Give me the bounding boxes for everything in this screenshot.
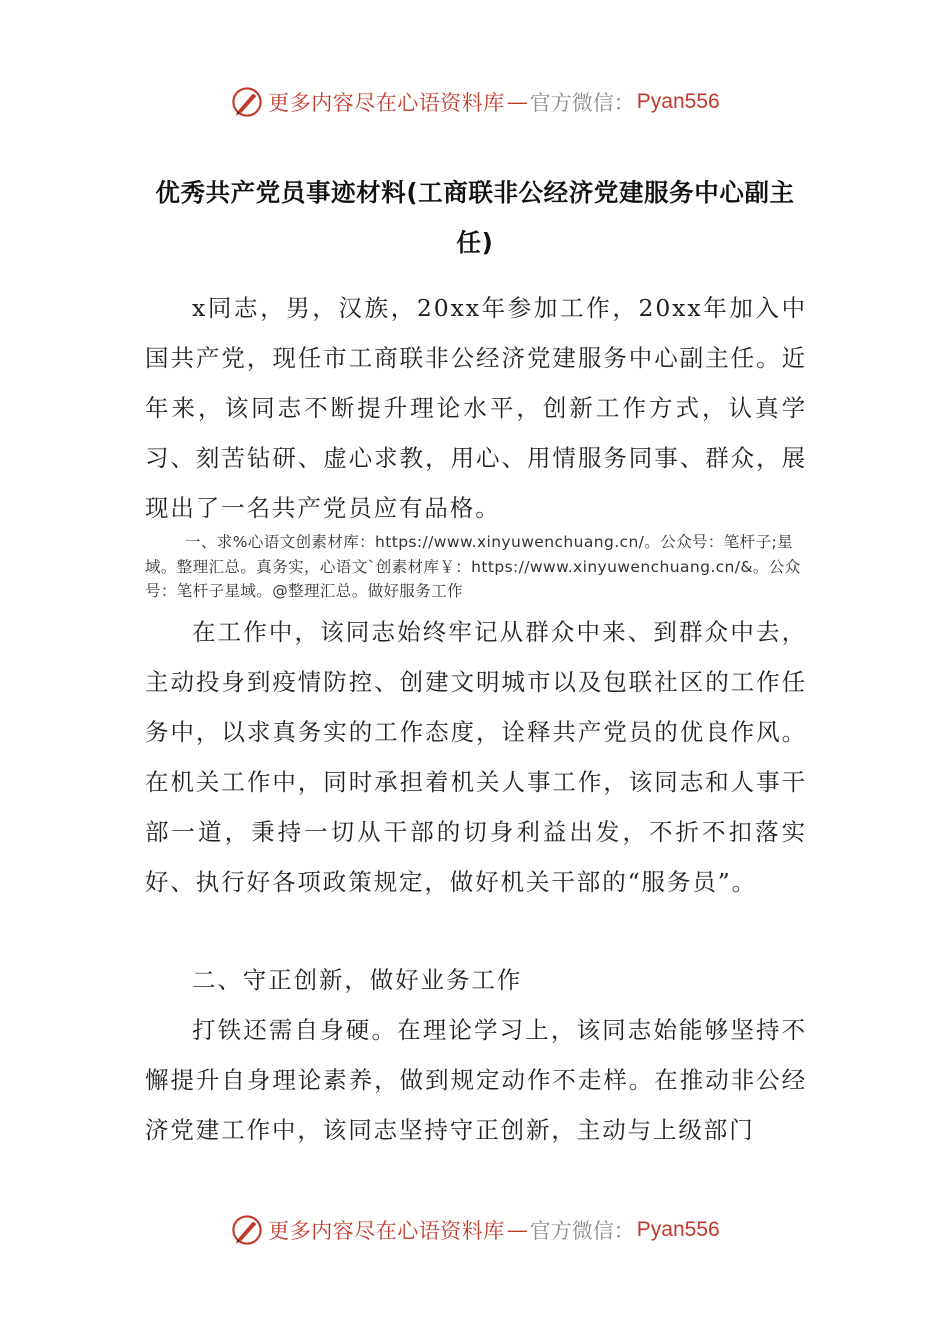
banner-official-label: 官方微信： bbox=[529, 1219, 635, 1243]
banner-dash: — bbox=[506, 1218, 528, 1242]
pen-logo-icon bbox=[230, 1213, 264, 1247]
section1-paragraph: 在工作中，该同志始终牢记从群众中来、到群众中去，主动投身到疫情防控、创建文明城市以及包联社区的工作任务中，以求真务实的工作态度，诠释共产党员的优良作风。在机关工作中，同时承担着机关人事工作，该同志和人事干部一道，秉持一切从干部的切身利益出发，不折不扣落实好、执行好各项政策规定，做好机关干部的“服务员”。 bbox=[145, 618, 807, 896]
banner-wechat-id: Pyan556 bbox=[636, 1218, 720, 1241]
watermark-note: 一、求%心语文创素材库：https://www.xinyuwenchuang.cn/。公众号：笔杆子;星域。整理汇总。真务实，心语文`创素材库￥：https://www.xinyuwenchuang.cn/&。公众号：笔杆子星域。@整理汇总。做好服务工作 bbox=[145, 533, 801, 600]
intro-paragraph: x同志，男，汉族，20xx年参加工作，20xx年加入中国共产党，现任市工商联非公经济党建服务中心副主任。近年来，该同志不断提升理论水平，创新工作方式，认真学习、刻苦钻研、虚心求教，用心、用情服务同事、群众，展现出了一名共产党员应有品格。 bbox=[145, 294, 807, 522]
banner-wechat-id: Pyan556 bbox=[636, 90, 720, 113]
banner-text: 更多内容尽在心语资料库 bbox=[268, 91, 505, 115]
section2-heading: 二、守正创新，做好业务工作 bbox=[192, 966, 523, 994]
banner-official-label: 官方微信： bbox=[529, 91, 635, 115]
section2-paragraph: 打铁还需自身硬。在理论学习上，该同志始能够坚持不懈提升自身理论素养，做到规定动作不走样。在推动非公经济党建工作中，该同志坚持守正创新，主动与上级部门 bbox=[145, 1016, 807, 1144]
banner-text: 更多内容尽在心语资料库 bbox=[268, 1219, 505, 1243]
page-title: 优秀共产党员事迹材料(工商联非公经济党建服务中心副主任) bbox=[155, 178, 795, 257]
footer-watermark-banner bbox=[0, 1208, 950, 1252]
pen-logo-icon bbox=[230, 85, 264, 119]
banner-dash: — bbox=[506, 90, 528, 114]
header-watermark-banner bbox=[0, 80, 950, 124]
